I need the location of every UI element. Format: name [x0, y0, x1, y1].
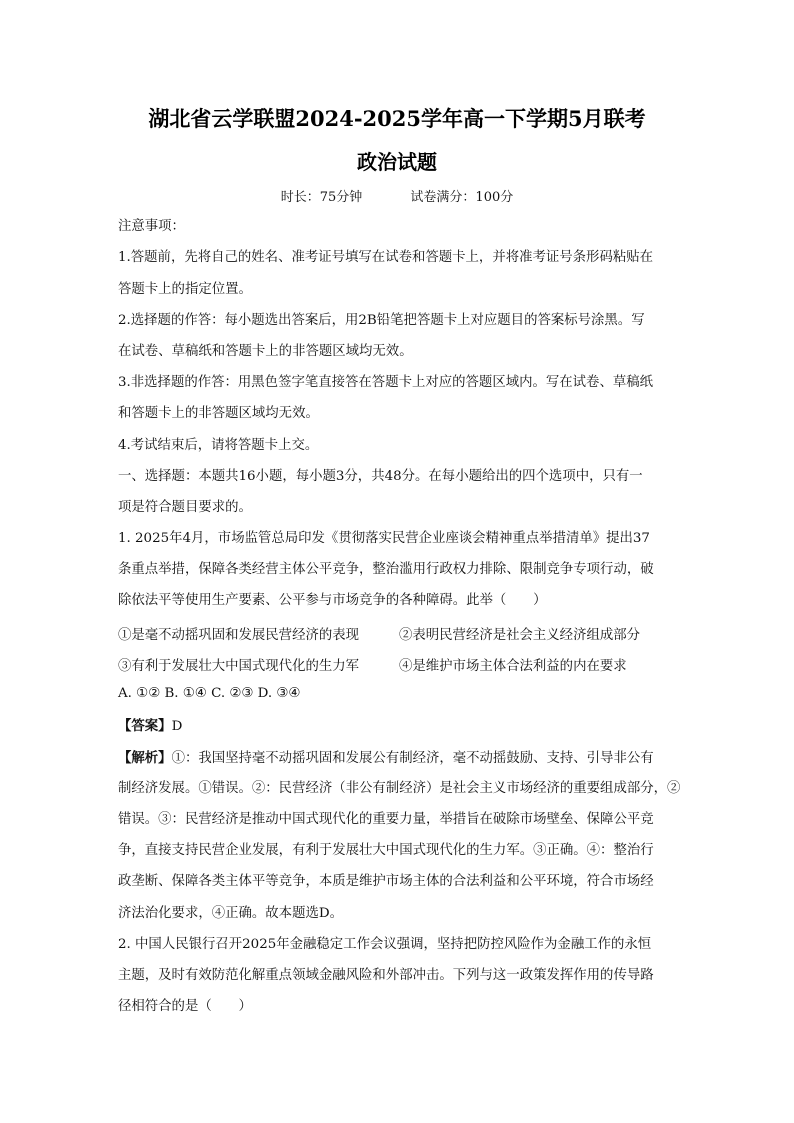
notes-line: 3.非选择题的作答：用黑色签字笔直接答在答题卡上对应的答题区域内。写在试卷、草稿纸: [118, 375, 654, 390]
question-1-choices: A. ①② B. ①④ C. ②③ D. ③④: [118, 686, 301, 701]
section-heading: 一、选择题：本题共16小题，每小题3分，共48分。在每小题给出的四个选项中，只有一: [118, 469, 643, 484]
analysis-line: 错误。③：民营经济是推动中国式现代化的重要力量，举措旨在破除市场壁垒、保障公平竞: [118, 812, 654, 827]
question-1-stem: 除依法平等使用生产要素、公平参与市场竞争的各种障碍。此举（ ）: [118, 593, 547, 608]
notes-line: 2.选择题的作答：每小题选出答案后，用2B铅笔把答题卡上对应题目的答案标号涂黑。写: [118, 313, 645, 328]
question-1-option-1: ①是毫不动摇巩固和发展民营经济的表现: [118, 628, 360, 643]
question-2-stem: 2. 中国人民银行召开2025年金融稳定工作会议强调，坚持把防控风险作为金融工作的永恒: [118, 937, 652, 952]
analysis-line: 制经济发展。①错误。②：民营经济（非公有制经济）是社会主义市场经济的重要组成部分，②: [118, 781, 681, 796]
notes-line: 4.考试结束后，请将答题卡上交。: [118, 438, 319, 453]
exam-full-score: 试卷满分：100分: [410, 190, 514, 205]
question-1-analysis: [118, 749, 688, 768]
answer-value: D: [171, 719, 183, 734]
answer-label: 【答案】: [118, 718, 172, 734]
question-1-stem: 1. 2025年4月，市场监管总局印发《贯彻落实民营企业座谈会精神重点举措清单》提出37: [118, 531, 650, 546]
notes-line: 答题卡上的指定位置。: [118, 282, 252, 297]
analysis-line: 济法治化要求，④正确。故本题选D。: [118, 906, 343, 921]
page-title: 湖北省云学联盟2024-2025学年高一下学期5月联考: [148, 106, 646, 131]
notes-line: 在试卷、草稿纸和答题卡上的非答题区域均无效。: [118, 344, 413, 359]
analysis-line: 争，直接支持民营企业发展，有利于发展壮大中国式现代化的生力军。③正确。④：整治行: [118, 843, 654, 858]
analysis-line: 政垄断、保障各类主体平等竞争，本质是维护市场主体的合法利益和公平环境，符合市场经: [118, 874, 654, 889]
question-1-answer: [118, 717, 688, 736]
exam-duration: 时长：75分钟: [280, 190, 363, 205]
notes-line: 和答题卡上的非答题区域均无效。: [118, 406, 319, 421]
analysis-text: ①：我国坚持毫不动摇巩固和发展公有制经济，毫不动摇鼓励、支持、引导非公有: [171, 751, 654, 766]
notes-heading: 注意事项：: [118, 219, 185, 234]
section-heading: 项是符合题目要求的。: [118, 500, 252, 515]
notes-line: 1.答题前，先将自己的姓名、准考证号填写在试卷和答题卡上，并将准考证号条形码粘贴在: [118, 250, 654, 265]
question-1-option-2: ②表明民营经济是社会主义经济组成部分: [399, 628, 641, 643]
page-subtitle: 政治试题: [357, 150, 437, 174]
exam-meta: [0, 186, 794, 205]
analysis-label: 【解析】: [118, 750, 172, 766]
question-1-option-3: ③有利于发展壮大中国式现代化的生力军: [118, 659, 360, 674]
question-1-option-4: ④是维护市场主体合法利益的内在要求: [399, 659, 627, 674]
question-1-stem: 条重点举措，保障各类经营主体公平竞争，整治滥用行政权力排除、限制竞争专项行动，破: [118, 562, 654, 577]
question-2-stem: 径相符合的是（ ）: [118, 999, 252, 1014]
question-2-stem: 主题，及时有效防范化解重点领域金融风险和外部冲击。下列与这一政策发挥作用的传导路: [118, 968, 654, 983]
